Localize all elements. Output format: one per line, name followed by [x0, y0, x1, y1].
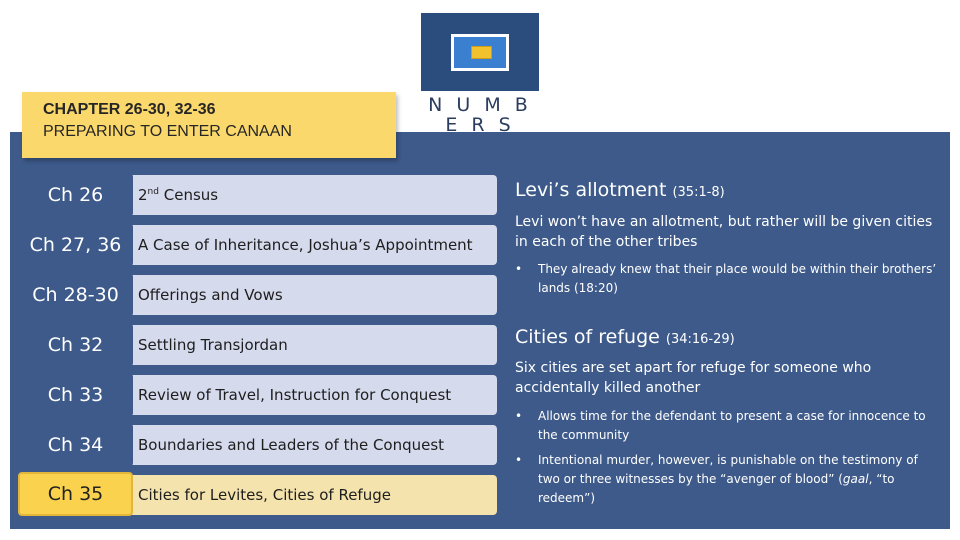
refuge-ref: (34:16-29)	[665, 332, 735, 347]
bullet-icon: •	[515, 453, 523, 467]
chapter-label-34: Ch 34	[18, 423, 133, 467]
refuge-bullet-1: • Allows time for the defendant to present a case for innocence to the community	[515, 409, 926, 442]
chapter-label-33: Ch 33	[18, 373, 133, 417]
chapter-desc-35: Cities for Levites, Cities of Refuge	[132, 475, 497, 515]
chapter-desc-27-36: A Case of Inheritance, Joshua’s Appointment	[132, 225, 497, 265]
title-main: CHAPTER 26-30, 32-36	[43, 101, 216, 118]
chapter-desc-34: Boundaries and Leaders of the Conquest	[132, 425, 497, 465]
chapter-desc-32: Settling Transjordan	[132, 325, 497, 365]
chapter-label-27-36: Ch 27, 36	[18, 223, 133, 267]
chapter-desc-26	[132, 175, 497, 215]
chapter-desc-28-30: Offerings and Vows	[132, 275, 497, 315]
levi-heading: Levi’s allotment (35:1-8)	[515, 179, 725, 201]
title-box	[22, 92, 396, 158]
brand-title: N U M B E R S	[428, 94, 532, 136]
chapter-label-28-30: Ch 28-30	[18, 273, 133, 317]
levi-bullet: • They already knew that their place would be within their brothers’ lands (18:20)	[515, 262, 937, 295]
chapter-label-26: Ch 26	[18, 173, 133, 217]
refuge-text: Six cities are set apart for refuge for someone who accidentally killed another	[515, 360, 872, 396]
refuge-heading: Cities of refuge (34:16-29)	[515, 326, 735, 348]
chapter-desc-33: Review of Travel, Instruction for Conquest	[132, 375, 497, 415]
levi-ref: (35:1-8)	[672, 185, 725, 200]
bullet-icon: •	[515, 262, 523, 276]
logo	[421, 13, 539, 91]
chapter-desc-26-text: 2nd Census	[138, 186, 219, 204]
levi-text: Levi won’t have an allotment, but rather will be given cities in each of the other tribes	[515, 214, 933, 250]
logo-inner-icon	[471, 46, 492, 59]
bullet-icon: •	[515, 409, 523, 423]
refuge-bullet-2: • Intentional murder, however, is punishable on the testimony of two or three witnesses by the “avenger of blood” (gaal, “to redeem”)	[515, 453, 918, 505]
chapter-label-35: Ch 35	[18, 472, 133, 516]
chapter-label-32: Ch 32	[18, 323, 133, 367]
title-sub: PREPARING TO ENTER CANAAN	[43, 123, 292, 140]
logo-frame-icon	[451, 34, 509, 71]
